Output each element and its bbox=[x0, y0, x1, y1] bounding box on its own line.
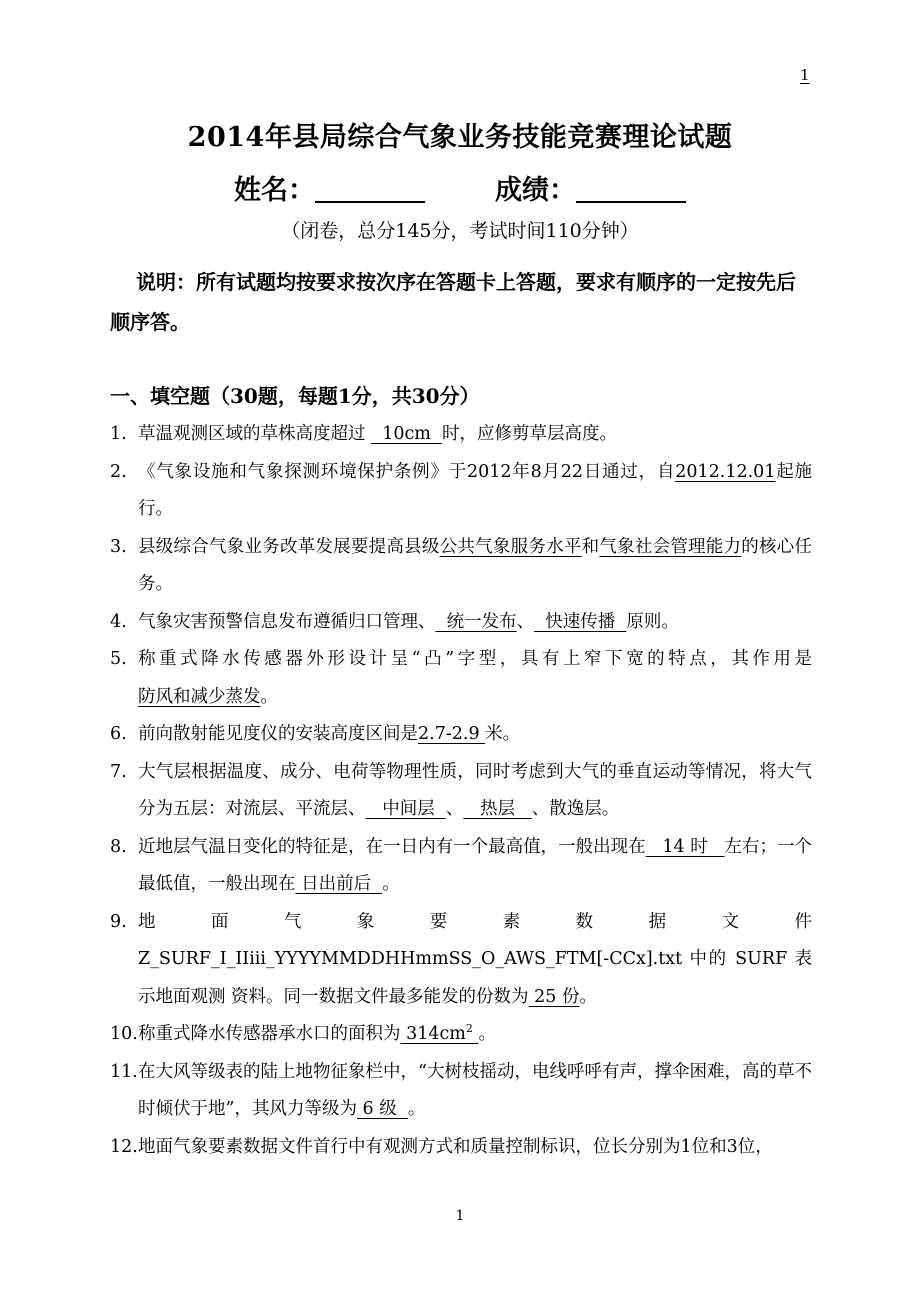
question-item: 2. 《气象设施和气象探测环境保护条例》于2012年8月22日通过，自2012.12.01起施行。 bbox=[110, 461, 813, 519]
question-item: 5. 称重式降水传感器外形设计呈“凸”字型，具有上窄下宽的特点，其作用是防风和减少蒸发。 bbox=[110, 649, 812, 707]
exam-subtitle: （闭卷，总分145分，考试时间110分钟） bbox=[281, 220, 639, 242]
page-number-top: 1 bbox=[800, 66, 810, 84]
question-item: 11. 在大风等级表的陆上地物征象栏中，“大树枝摇动，电线呼呼有声，撑伞困难，高的草不时倾伏于地”，其风力等级为 6 级 。 bbox=[110, 1061, 812, 1119]
answer: 日出前后 bbox=[295, 874, 383, 894]
answer: 防风和减少蒸发 bbox=[138, 686, 261, 707]
answer: 6 级 bbox=[356, 1099, 408, 1119]
name-label: 姓名： bbox=[234, 175, 315, 206]
answer: 热层 bbox=[463, 799, 532, 819]
question-list bbox=[110, 416, 812, 1166]
answer: $314cm^2$ bbox=[400, 1022, 473, 1044]
question-item: 6. 前向散射能见度仪的安装高度区间是2.7-2.9 米。 bbox=[110, 724, 521, 744]
answer: 统一发布 bbox=[435, 611, 517, 632]
answer: 10cm bbox=[371, 424, 442, 444]
question-item: 4. 气象灾害预警信息发布遵循归口管理、 统一发布、 快速传播 原则。 bbox=[110, 611, 679, 632]
name-score-line bbox=[0, 168, 920, 207]
answer: 中间层 bbox=[365, 799, 446, 819]
question-item: 10. 称重式降水传感器承水口的面积为 $314cm^2$ 。 bbox=[110, 1022, 496, 1044]
question-item: 1. 草温观测区域的草株高度超过 10cm 时，应修剪草层高度。 bbox=[110, 424, 617, 444]
instruction-text: 说明：所有试题均按要求按次序在答题卡上答题，要求有顺序的一定按先后顺序答。 bbox=[110, 270, 796, 334]
question-item: 8. 近地层气温日变化的特征是，在一日内有一个最高值，一般出现在 14 时 左右；一个最低值，一般出现在 日出前后 。 bbox=[110, 836, 812, 894]
question-item: 7. 大气层根据温度、成分、电荷等物理性质，同时考虑到大气的垂直运动等情况，将大气分为五层：对流层、平流层、 中间层 、 热层 、散逸层。 bbox=[110, 761, 812, 819]
answer: 气象社会管理能力 bbox=[599, 536, 742, 557]
section-title: 一、填空题（30题，每题1分，共30分） bbox=[110, 384, 480, 408]
name-blank bbox=[315, 175, 425, 203]
score-label: 成绩： bbox=[495, 175, 576, 206]
answer: 公共气象服务水平 bbox=[439, 536, 582, 557]
spread-line: 地 面 气 象 要 素 数 据 文 件 bbox=[138, 911, 812, 932]
answer: 2.7-2.9 bbox=[418, 724, 486, 744]
question-item: 9. 地 面 气 象 要 素 数 据 文 件 Z_SURF_I_IIiii_YYYYMMDDHHmmSS_O_AWS_FTM[-CCx].txt 中的 SURF 表示地面观测 资料。同一数据文件最多能发的份数为 25 份。 bbox=[110, 904, 812, 1017]
exam-title: 2014年县局综合气象业务技能竞赛理论试题 bbox=[187, 122, 733, 153]
answer: 2012.12.01 bbox=[675, 461, 776, 482]
answer: 25 份 bbox=[528, 986, 580, 1007]
answer: 14 时 bbox=[645, 836, 725, 857]
answer: 快速传播 bbox=[534, 611, 627, 632]
question-item: 3. 县级综合气象业务改革发展要提高县级公共气象服务水平和气象社会管理能力的核心任务。 bbox=[110, 536, 813, 594]
score-blank bbox=[576, 175, 686, 203]
page-number-bottom: 1 bbox=[455, 1208, 465, 1224]
question-item: 12. 地面气象要素数据文件首行中有观测方式和质量控制标识，位长分别为1位和3位， bbox=[110, 1136, 773, 1157]
